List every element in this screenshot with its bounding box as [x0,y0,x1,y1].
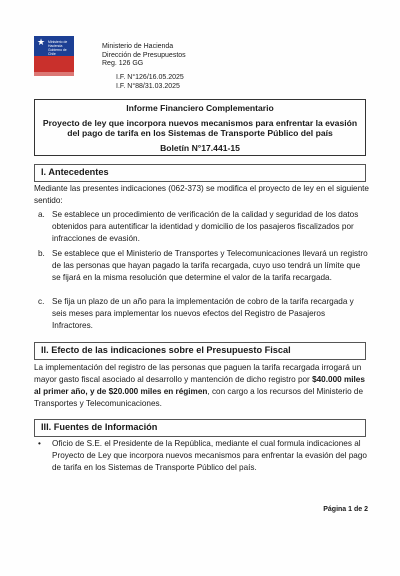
logo-text: Ministerio de Hacienda Gobierno de Chile [48,40,68,56]
title-box [34,99,366,156]
list-item [38,248,368,284]
section-heading-fuentes: III. Fuentes de Información [34,419,366,437]
list-marker: a. [38,210,45,219]
logo-bottom-band [34,72,74,76]
ministry-header [102,43,186,69]
ministry-reg: Reg. 126 GG [102,60,144,67]
list-item-text: Se fija un plazo de un año para la implementación de cobro de la tarifa recargada y seis meses para implementar los nuevos efectos del Registro de Pasajeros Infractores. [52,297,354,330]
bullet-icon: • [38,439,41,448]
section2-text-end: , con cargo a los recursos del Ministerio de Transportes y Telecomunicaciones. [34,387,364,408]
list-marker: b. [38,249,45,258]
list-item [38,296,368,332]
section-heading-antecedentes: I. Antecedentes [34,164,366,182]
list-item [38,209,368,245]
ministry-name: Ministerio de Hacienda [102,43,174,50]
government-logo [34,36,74,76]
section2-text-start: La implementación del registro de las personas que paguen la tarifa recargada irrogará un mayor gasto fiscal asociado al desarrollo y mantención de dicho registro por [34,363,362,384]
document-title: Informe Financiero Complementario [126,103,274,113]
boletin-number: Boletín N°17.441-15 [160,142,240,153]
report-references [116,73,184,91]
list-marker: c. [38,297,45,306]
list-item-text: Se establece que el Ministerio de Transportes y Telecomunicaciones llevará un registro de las personas que hayan pagado la tarifa recargada, cuyo uso tendrá un límite que se fijará en la misma resolución que determine el valor de la tarifa recargada. [52,249,368,282]
document-subtitle: Proyecto de ley que incorpora nuevos mecanismos para enfrentar la evasión del pago de tarifa en los Sistemas de Transporte Público del país [42,117,358,138]
page-number: Página 1 de 2 [323,506,368,513]
list-item-text: Se establece un procedimiento de verificación de la calidad y seguridad de los datos obtenidos para autentificar la identidad y domicilio de los pasajeros fiscalizados por infracciones de evasión. [52,210,359,243]
reference-line-1: I.F. N°126/16.05.2025 [116,74,184,81]
list-item-text: Oficio de S.E. el Presidente de la República, mediante el cual formula indicaciones al Proyecto de Ley que incorpora nuevos mecanismos para enfrentar la evasión del pago de tarifa en los Sistemas de Transporte Público del país. [52,439,367,472]
star-icon: ★ [37,37,46,47]
section1-intro: Mediante las presentes indicaciones (062-373) se modifica el proyecto de ley en el siguiente sentido: [34,184,369,205]
list-item [38,438,368,474]
section2-amount: $40.000 miles al primer año, y de $20.000 miles en régimen [34,375,365,396]
section2-body [34,362,370,410]
section-heading-efecto: II. Efecto de las indicaciones sobre el Presupuesto Fiscal [34,342,366,360]
reference-line-2: I.F. N°88/31.03.2025 [116,83,180,90]
ministry-direction: Dirección de Presupuestos [102,51,186,59]
